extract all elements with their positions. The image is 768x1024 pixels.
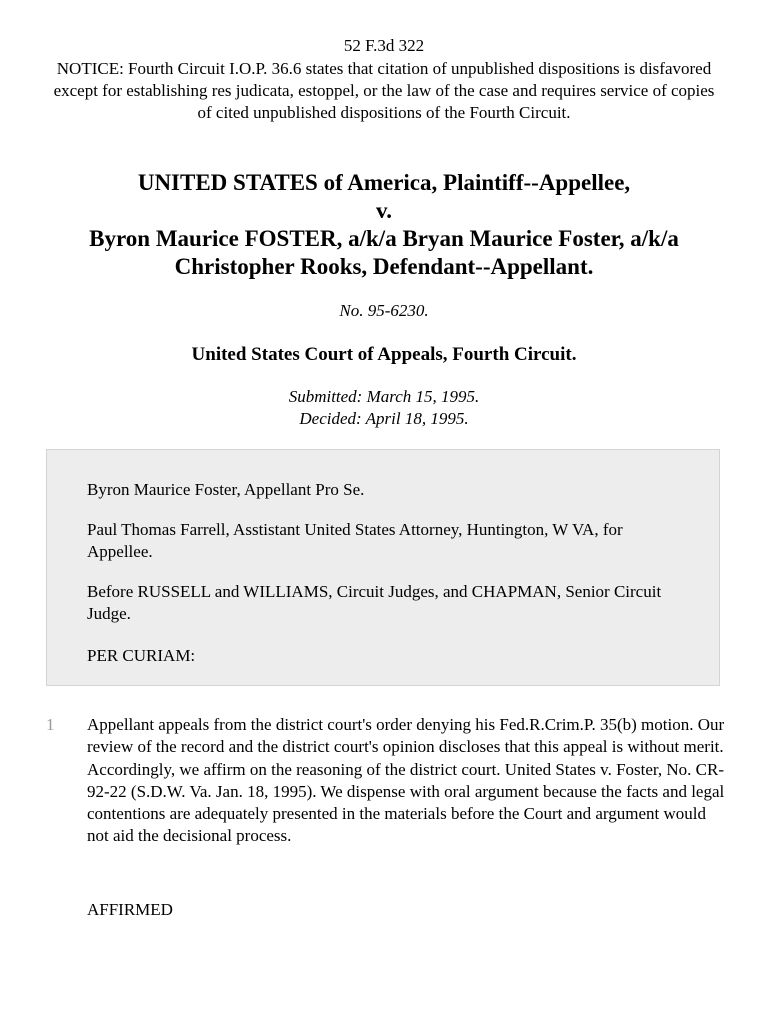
per-curiam: PER CURIAM: — [87, 646, 196, 665]
versus-line: v. — [376, 198, 392, 223]
paragraph-number: 1 — [46, 715, 55, 734]
opinion-paragraph: Appellant appeals from the district court's order denying his Fed.R.Crim.P. 35(b) motion. Our review of the record and the district court's opinion discloses that this appeal is without merit. Accordingly, we affirm on the reasoning of the district court. United States v. Foster, No. CR-92-22 (S.D.W. Va. Jan. 18, 1995). We dispense with oral argument because the facts and legal contentions are adequately presented in the materials before the Court and argument would not aid the decisional process. — [87, 715, 725, 846]
decided-date: Decided: April 18, 1995. — [299, 409, 469, 428]
appellee-counsel: Paul Thomas Farrell, Asstistant United States Attorney, Huntington, W VA, for Appellee. — [87, 520, 623, 561]
judges-panel: Before RUSSELL and WILLIAMS, Circuit Judges, and CHAPMAN, Senior Circuit Judge. — [87, 582, 662, 623]
defendant-line: Byron Maurice FOSTER, a/k/a Bryan Maurice Foster, a/k/a Christopher Rooks, Defendant--Appellant. — [89, 226, 679, 279]
citation: 52 F.3d 322 — [343, 36, 425, 55]
submitted-date: Submitted: March 15, 1995. — [288, 387, 480, 406]
unpublished-notice: NOTICE: Fourth Circuit I.O.P. 36.6 states that citation of unpublished dispositions is disfavored except for establishing res judicata, estoppel, or the law of the case and requires service of copies of cited unpublished dispositions of the Fourth Circuit. — [53, 59, 715, 122]
docket-number: No. 95-6230. — [339, 301, 429, 320]
court-name: United States Court of Appeals, Fourth Circuit. — [191, 344, 577, 365]
counsel-panel — [46, 449, 720, 686]
disposition: AFFIRMED — [87, 900, 173, 919]
appellant-counsel: Byron Maurice Foster, Appellant Pro Se. — [87, 480, 365, 499]
case-caption — [40, 169, 728, 281]
plaintiff-line: UNITED STATES of America, Plaintiff--Appellee, — [137, 170, 631, 195]
case-dates — [0, 386, 768, 430]
